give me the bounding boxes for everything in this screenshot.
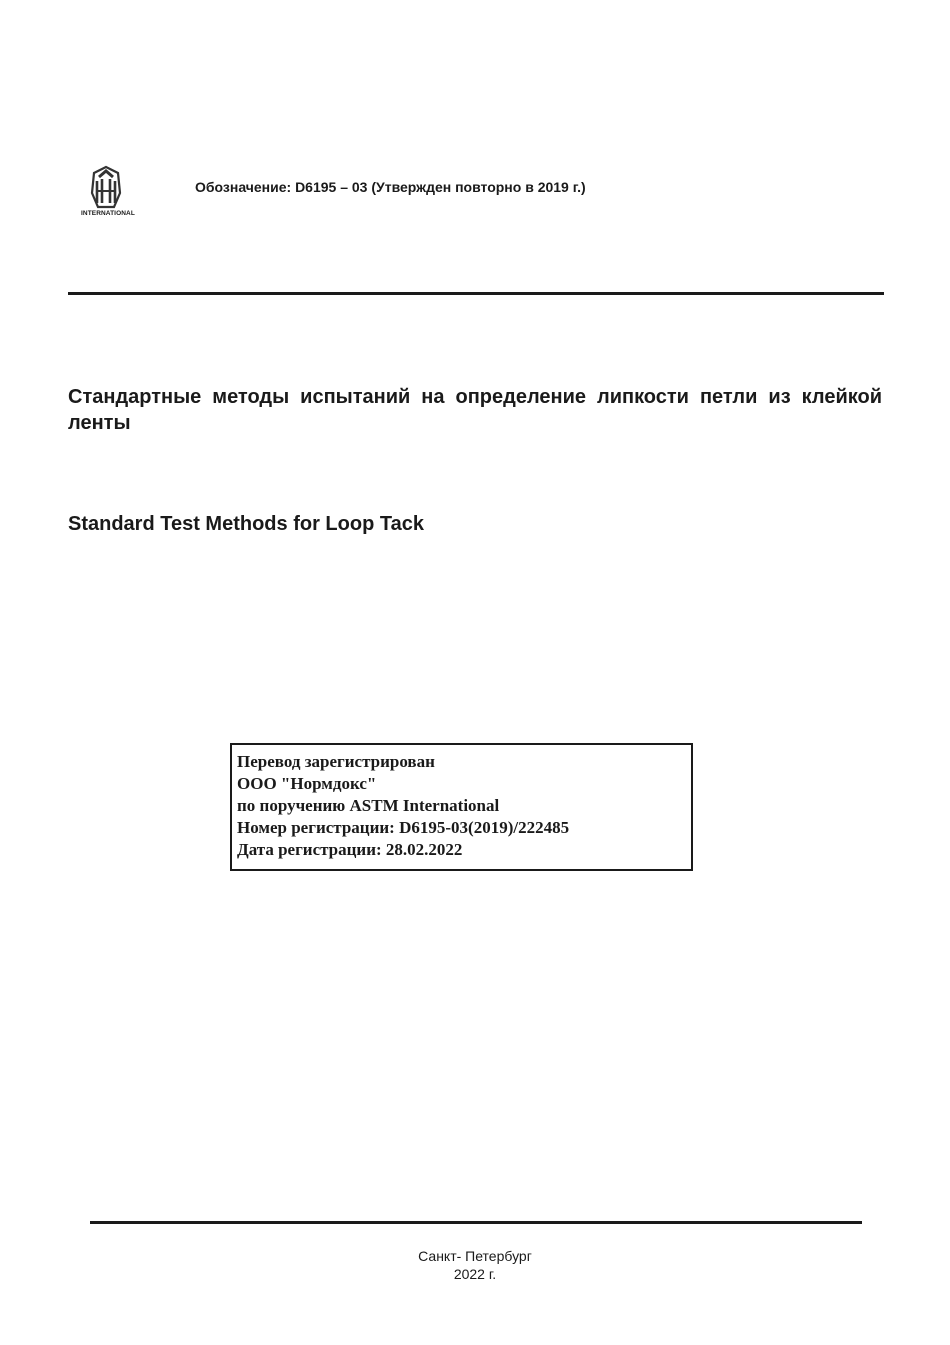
title-english: Standard Test Methods for Loop Tack [68, 513, 424, 535]
top-divider [68, 292, 884, 295]
registration-line: Перевод зарегистрирован [237, 752, 435, 771]
registration-line: по поручению ASTM International [237, 796, 500, 815]
logo-international-text: INTERNATIONAL [81, 210, 135, 217]
bottom-divider [90, 1221, 862, 1224]
footer-year: 2022 г. [453, 1266, 497, 1282]
title-russian: Стандартные методы испытаний на определение липкости петли из клейкой ленты [68, 386, 882, 434]
registration-box [230, 743, 693, 871]
standard-designation: Обозначение: D6195 – 03 (Утвержден повторно в 2019 г.) [195, 179, 586, 195]
astm-logo-icon [80, 163, 135, 223]
registration-date: Дата регистрации: 28.02.2022 [237, 840, 463, 859]
registration-line: ООО "Нормдокс" [237, 774, 377, 793]
footer-city: Санкт- Петербург [418, 1248, 532, 1264]
registration-number: Номер регистрации: D6195-03(2019)/222485 [237, 818, 570, 837]
